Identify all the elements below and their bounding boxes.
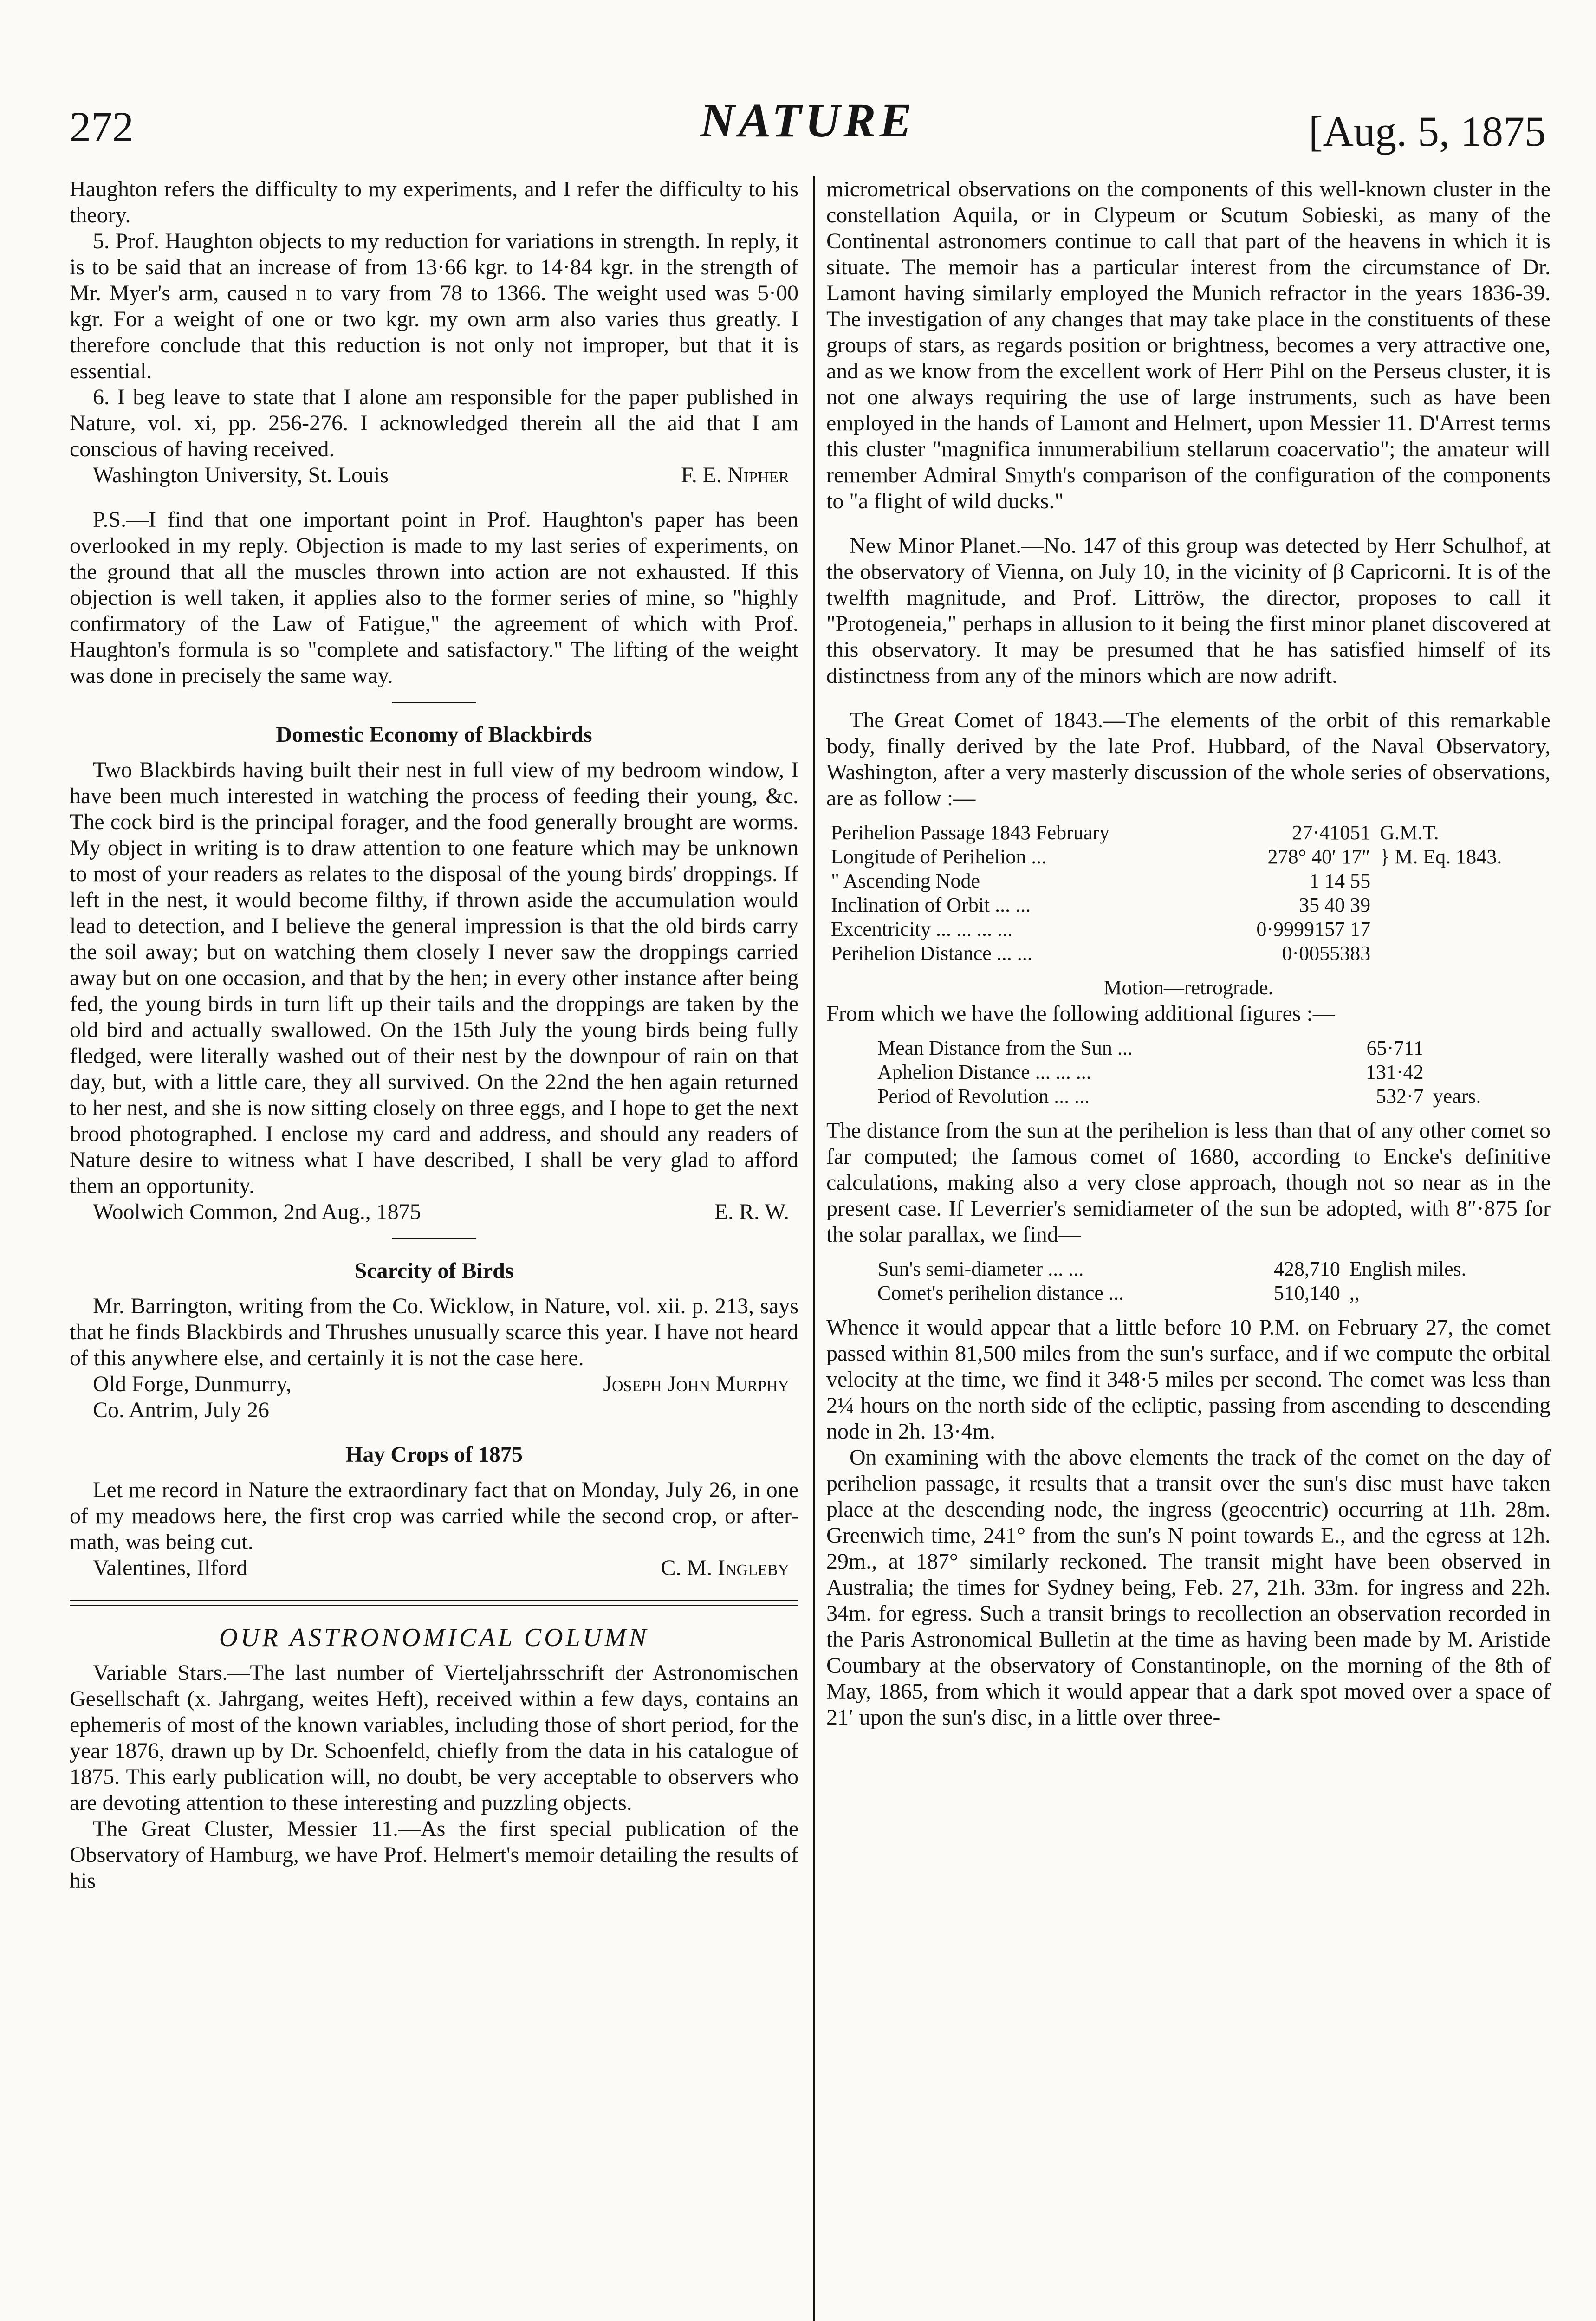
postscript: P.S.—I find that one important point in Prof. Haughton's paper has been overlooked in my reply. Objection is made to my last series of experiments, on the ground that all the muscles thrown into action are not exhausted. If this objection is well taken, it applies also to the former series of mine, so "highly confirmatory of the Law of Fatigue," the agreement of which with Prof. Haughton's formula is so "complete and satisfactory." The lifting of the weight was done in precisely the same way. <box>70 507 798 688</box>
issue-date: [Aug. 5, 1875 <box>1308 108 1546 155</box>
table-row <box>826 917 1551 941</box>
element-value: 278° 40′ 17″ <box>1267 845 1371 868</box>
signature-place: Valentines, Ilford <box>93 1556 248 1580</box>
table-row <box>826 845 1551 869</box>
section-title: Hay Crops of 1875 <box>345 1442 523 1467</box>
signature-line <box>70 1371 798 1397</box>
figure-label: Mean Distance from the Sun ... <box>877 1037 1133 1059</box>
table-row <box>826 869 1551 893</box>
signature-place: Washington University, St. Louis <box>93 463 389 487</box>
figure-value: 65·711 <box>1366 1037 1424 1059</box>
figure-label: Aphelion Distance ... ... ... <box>877 1061 1091 1083</box>
signature-place: Woolwich Common, 2nd Aug., 1875 <box>93 1199 421 1224</box>
paragraph: Two Blackbirds having built their nest in full view of my bedroom window, I have been much interested in watching the process of feeding their young, &c. The cock bird is the principal forager, and the food generally brought are worms. My object in writing is to draw attention to one feature which may be unknown to most of your readers as relates to the disposal of the young birds' droppings. If left in the nest, it would become filthy, if thrown aside the accumulation would lead to detection, and I believe the general impression is that the old birds carry the soil away; but on watching them closely I never saw the droppings carried away but on one occasion, and that by the hen; in every other instance after being fed, the young birds in turn lift up their tails and the droppings are taken by the old bird and actually swallowed. On the 15th July the young birds being fully fledged, were literally washed out of their nest by the downpour of rain on that day, but, with a little care, they all survived. On the 22nd the hen again returned to her nest, and she is now sitting closely on three eggs, and I hope to get the next brood photographed. I enclose my card and address, and should any readers of Nature desire to witness what I have described, I shall be very glad to afford them an opportunity. <box>70 758 798 1198</box>
section-rule <box>70 1600 798 1606</box>
element-value: 0·9999157 17 <box>1256 918 1371 940</box>
paragraph: Whence it would appear that a little before 10 P.M. on February 27, the comet passed within 81,500 miles from the sun's surface, and if we compute the orbital velocity at the time, we find it 348·5 miles per second. The comet was less than 2¼ hours on the north side of the ecliptic, passing from ascending to descending node in 2h. 13·4m. <box>826 1315 1551 1444</box>
element-value: 27·41051 <box>1292 821 1371 844</box>
page-number: 272 <box>70 103 134 150</box>
figure-unit <box>1428 1060 1525 1084</box>
figure-label: Period of Revolution ... ... <box>877 1085 1090 1108</box>
table-row <box>826 941 1551 966</box>
column-divider <box>813 176 815 2321</box>
signature-line <box>70 1555 798 1581</box>
paragraph: Haughton refers the difficulty to my experiments, and I refer the difficulty to his theory. <box>70 177 798 227</box>
divider <box>392 702 476 703</box>
table-row <box>826 893 1551 917</box>
paragraph: The Great Cluster, Messier 11.—As the first special publication of the Observatory of Hamburg, we have Prof. Helmert's memoir detailing the results of his <box>70 1816 798 1893</box>
signature-name: E. R. W. <box>714 1199 789 1224</box>
journal-title: NATURE <box>700 94 916 147</box>
signature-line <box>70 1397 798 1423</box>
signature-name: F. E. Nipher <box>681 463 789 487</box>
additional-figures-table <box>873 1036 1525 1109</box>
signature-place: Old Forge, Dunmurry, <box>93 1372 292 1396</box>
table-caption: Motion—retrograde. <box>1103 976 1273 999</box>
row-label: Sun's semi-diameter ... ... <box>877 1258 1084 1280</box>
paragraph: From which we have the following additional figures :— <box>826 1001 1335 1026</box>
column-heading: OUR ASTRONOMICAL COLUMN <box>219 1623 649 1652</box>
figure-value: 131·42 <box>1365 1061 1424 1083</box>
section-title: Domestic Economy of Blackbirds <box>276 722 592 747</box>
signature-name: Joseph John Murphy <box>603 1372 789 1396</box>
row-value: 510,140 <box>1273 1282 1340 1304</box>
element-value: 0·0055383 <box>1282 942 1371 965</box>
paragraph: The Great Comet of 1843.—The elements of the orbit of this remarkable body, finally derived by the late Prof. Hubbard, of the Naval Observatory, Washington, after a very masterly discussion of the whole series of observations, are as follow :— <box>826 708 1551 810</box>
paragraph: micrometrical observations on the components of this well-known cluster in the constellation Aquila, or in Clypeum or Scutum Sobieski, as many of the Continental astronomers continue to call that part of the heavens in which it is situate. The memoir has a particular interest from the circumstance of Dr. Lamont having similarly employed the Munich refractor in the years 1836-39. The investigation of any changes that may take place in the constituents of these groups of stars, as regards position or brightness, becomes a very attractive one, and as we know from the excellent work of Herr Pihl on the Perseus cluster, it is not one always requiring the use of large instruments, such as have been employed in the hands of Lamont and Helmert, upon Messier 11. D'Arrest terms this cluster "magnifica innumerabilium stellarum coacervatio"; the amateur will remember Admiral Smyth's comparison of the configuration of the components to "a flight of wild ducks." <box>826 177 1551 513</box>
table-row <box>873 1084 1525 1109</box>
row-label: Comet's perihelion distance ... <box>877 1282 1124 1304</box>
paragraph: Variable Stars.—The last number of Vierteljahrsschrift der Astronomischen Gesellschaft (x. Jahrgang, weites Heft), received within a few days, contains an ephemeris of most of the known variables, including those of short period, for the year 1876, drawn up by Dr. Schoenfeld, chiefly from the data in his catalogue of 1875. This early publication will, no doubt, be very acceptable to observers who are devoting attention to these interesting and puzzling objects. <box>70 1660 798 1815</box>
table-row <box>873 1036 1525 1060</box>
element-note <box>1375 869 1551 893</box>
paragraph: Mr. Barrington, writing from the Co. Wicklow, in Nature, vol. xii. p. 213, says that he finds Blackbirds and Thrushes unusually scarce this year. I have not heard of this anywhere else, and certainly it is not the case here. <box>70 1294 798 1370</box>
table-row <box>873 1060 1525 1084</box>
paragraph: 6. I beg leave to state that I alone am responsible for the paper published in Nature, vol. xi, pp. 256-276. I acknowledged therein all the aid that I am conscious of having received. <box>70 385 798 461</box>
element-label: Longitude of Perihelion ... <box>831 845 1047 868</box>
signature-line <box>70 462 798 488</box>
element-note <box>1375 917 1551 941</box>
element-label: Perihelion Passage 1843 February <box>831 821 1109 844</box>
table-row <box>873 1281 1525 1305</box>
orbit-elements-table <box>826 821 1551 966</box>
table-row <box>826 821 1551 845</box>
divider <box>392 1238 476 1239</box>
signature-place: Co. Antrim, July 26 <box>93 1398 270 1422</box>
paragraph: The distance from the sun at the perihelion is less than that of any other comet so far computed; the famous comet of 1680, according to Encke's definitive calculations, making also a very close approach, though not so near as in the present case. If Leverrier's semidiameter of the sun be adopted, with 8″·875 for the solar parallax, we find— <box>826 1118 1551 1247</box>
element-note: G.M.T. <box>1380 821 1439 844</box>
paragraph: On examining with the above elements the track of the comet on the day of perihelion passage, it results that a transit over the sun's disc must have taken place at the descending node, the ingress (geocentric) occurring at 11h. 28m. Greenwich time, 241° from the sun's N point towards E., and the egress at 12h. 29m., at 187° similarly reckoned. The transit might have been observed in Australia; the times for Sydney being, Feb. 27, 21h. 33m. for ingress and 22h. 34m. for egress. Such a transit brings to recollection an observation recorded in the Paris Astronomical Bulletin at the time as having been made by M. Aristide Coumbary at the observatory of Constantinople, on the morning of the 8th of May, 1865, from which it would appear that a dark spot moved over a space of 21′ upon the sun's disc, in a little over three- <box>826 1445 1551 1730</box>
element-value: 1 14 55 <box>1309 869 1371 892</box>
paragraph: 5. Prof. Haughton objects to my reduction for variations in strength. In reply, it is to be said that an increase of from 13·66 kgr. to 14·84 kgr. in the strength of Mr. Myer's arm, caused n to vary from 78 to 1366. The weight used was 5·00 kgr. For a weight of one or two kgr. my own arm also varies thus greatly. I therefore conclude that this reduction is not only not improper, but that it is essential. <box>70 229 798 383</box>
figure-unit <box>1428 1036 1525 1060</box>
sun-comet-table <box>873 1257 1525 1305</box>
section-title: Scarcity of Birds <box>354 1258 514 1283</box>
signature-name: C. M. Ingleby <box>661 1556 789 1580</box>
page-header <box>65 93 1551 167</box>
element-label: Inclination of Orbit ... ... <box>831 894 1031 916</box>
left-column <box>70 176 798 2321</box>
row-unit: ,, <box>1349 1282 1360 1304</box>
row-value: 428,710 <box>1273 1258 1340 1280</box>
element-note: } M. Eq. 1843. <box>1380 845 1502 868</box>
paragraph: Let me record in Nature the extraordinary fact that on Monday, July 26, in one of my meadows here, the first crop was carried while the second crop, or after-math, was being cut. <box>70 1478 798 1554</box>
element-note <box>1375 893 1551 917</box>
paragraph: New Minor Planet.—No. 147 of this group was detected by Herr Schulhof, at the observatory of Vienna, on July 10, in the vicinity of β Capricorni. It is of the twelfth magnitude, and Prof. Littröw, the director, proposes to call it "Protogeneia," perhaps in allusion to it being the first minor planet discovered at this observatory. It may be presumed that he has satisfied himself of its distinctness from any of the minors which are now adrift. <box>826 533 1551 688</box>
signature-line <box>70 1199 798 1225</box>
right-column <box>826 176 1551 2321</box>
element-value: 35 40 39 <box>1299 894 1371 916</box>
element-note <box>1375 941 1551 966</box>
row-unit: English miles. <box>1349 1258 1466 1280</box>
table-row <box>873 1257 1525 1281</box>
element-label: Excentricity ... ... ... ... <box>831 918 1013 940</box>
element-label: Perihelion Distance ... ... <box>831 942 1032 965</box>
element-label: " Ascending Node <box>831 869 980 892</box>
figure-unit: years. <box>1433 1085 1481 1108</box>
figure-value: 532·7 <box>1375 1085 1424 1108</box>
